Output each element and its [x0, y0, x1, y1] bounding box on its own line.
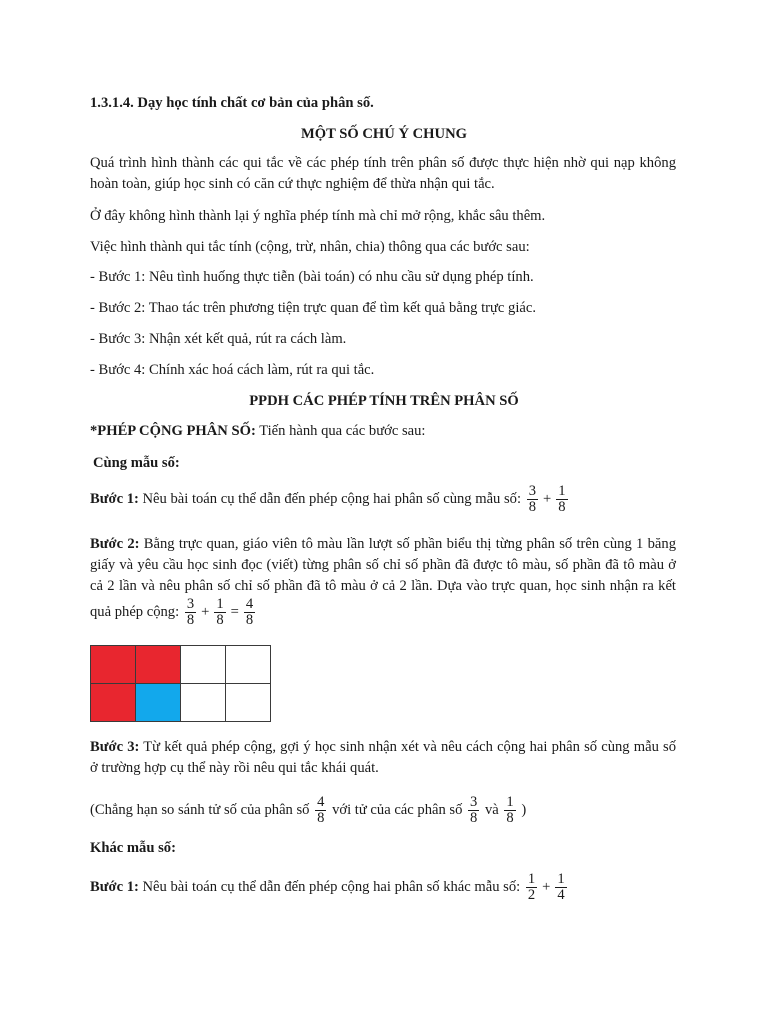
paragraph-intro: Quá trình hình thành các qui tắc về các phép tính trên phân số được thực hiện nhờ qui nạp không hoàn toàn, giúp học sinh có căn cứ thực nghiệm để thừa nhận qui tắc. — [90, 155, 676, 192]
step-item: - Bước 2: Thao tác trên phương tiện trực quan để tìm kết quả bằng trực giác. — [90, 300, 536, 316]
diff-denominator-title: Khác mẫu số: — [90, 840, 176, 856]
section-heading: 1.3.1.4. Dạy học tính chất cơ bản của phân số. — [90, 95, 374, 111]
fraction: $\frac{1}{8}$ — [558, 483, 566, 515]
section-title-methods: PPDH CÁC PHÉP TÍNH TRÊN PHÂN SỐ — [249, 393, 519, 409]
step-item: - Bước 1: Nêu tình huống thực tiễn (bài toán) có nhu cầu sử dụng phép tính. — [90, 269, 534, 285]
fraction: $\frac{1}{8}$ — [506, 794, 514, 826]
same-step1: Bước 1: Nêu bài toán cụ thể dẫn đến phép cộng hai phân số cùng mẫu số: $\frac{3}{8}$ + $\frac{1}{8}$ — [90, 483, 566, 515]
addition-heading: *PHÉP CỘNG PHÂN SỐ: Tiến hành qua các bước sau: — [90, 423, 426, 439]
fraction: $\frac{4}{8}$ — [245, 596, 254, 628]
grid-cell — [136, 646, 181, 684]
section-title-general: MỘT SỐ CHÚ Ý CHUNG — [301, 126, 467, 142]
grid-cell — [91, 646, 136, 684]
fraction: $\frac{3}{8}$ — [470, 794, 478, 826]
example-comparison: (Chẳng hạn so sánh tử số của phân số $\frac{4}{8}$ với tử của các phân số $\frac{3}{8}$ và $\frac{1}{8}$ ) — [90, 794, 527, 826]
grid-cell — [181, 646, 226, 684]
grid-cell — [181, 684, 226, 722]
grid-cell — [226, 646, 271, 684]
diff-step1: Bước 1: Nêu bài toán cụ thể dẫn đến phép cộng hai phân số khác mẫu số: $\frac{1}{2}$ + $\frac{1}{4}$ — [90, 871, 565, 903]
same-step2: Bước 2: Bằng trực quan, giáo viên tô màu lần lượt số phần biểu thị từng phân số trên cùng 1 băng giấy và yêu cầu học sinh đọc (viết) từng phân số chỉ số phần đã được tô màu, số phần đã tô màu ở cả 2 lần và nêu phân số chỉ số phần đã tô màu ở cả 2 lần. Dựa vào trực quan, học sinh nhận ra kết quả phép cộng: $\frac{3}{8}$ + $\frac{1}{8}$ = $\frac{4}{8}$ — [90, 536, 677, 628]
step-item: - Bước 4: Chính xác hoá cách làm, rút ra qui tắc. — [90, 362, 375, 378]
paragraph-steps-intro: Việc hình thành qui tắc tính (cộng, trừ, nhân, chia) thông qua các bước sau: — [90, 239, 530, 255]
grid-cell — [226, 684, 271, 722]
grid-cell — [136, 684, 181, 722]
grid-cell — [91, 684, 136, 722]
paragraph-scope: Ở đây không hình thành lại ý nghĩa phép tính mà chỉ mở rộng, khắc sâu thêm. — [90, 208, 546, 224]
step-item: - Bước 3: Nhận xét kết quả, rút ra cách làm. — [90, 331, 347, 347]
fraction: $\frac{1}{4}$ — [557, 871, 565, 903]
fraction: $\frac{3}{8}$ — [186, 596, 195, 628]
same-denominator-title: Cùng mẫu số: — [93, 455, 180, 471]
fraction: $\frac{4}{8}$ — [317, 794, 325, 826]
fraction: $\frac{1}{2}$ — [527, 871, 536, 903]
fraction: $\frac{3}{8}$ — [528, 483, 536, 515]
fraction-strip-grid — [90, 645, 271, 722]
fraction: $\frac{1}{8}$ — [216, 596, 224, 628]
same-step3: Bước 3: Từ kết quả phép cộng, gợi ý học sinh nhận xét và nêu cách cộng hai phân số cùng mẫu số ở trường hợp cụ thể này rồi nêu qui tắc khái quát. — [90, 739, 677, 776]
